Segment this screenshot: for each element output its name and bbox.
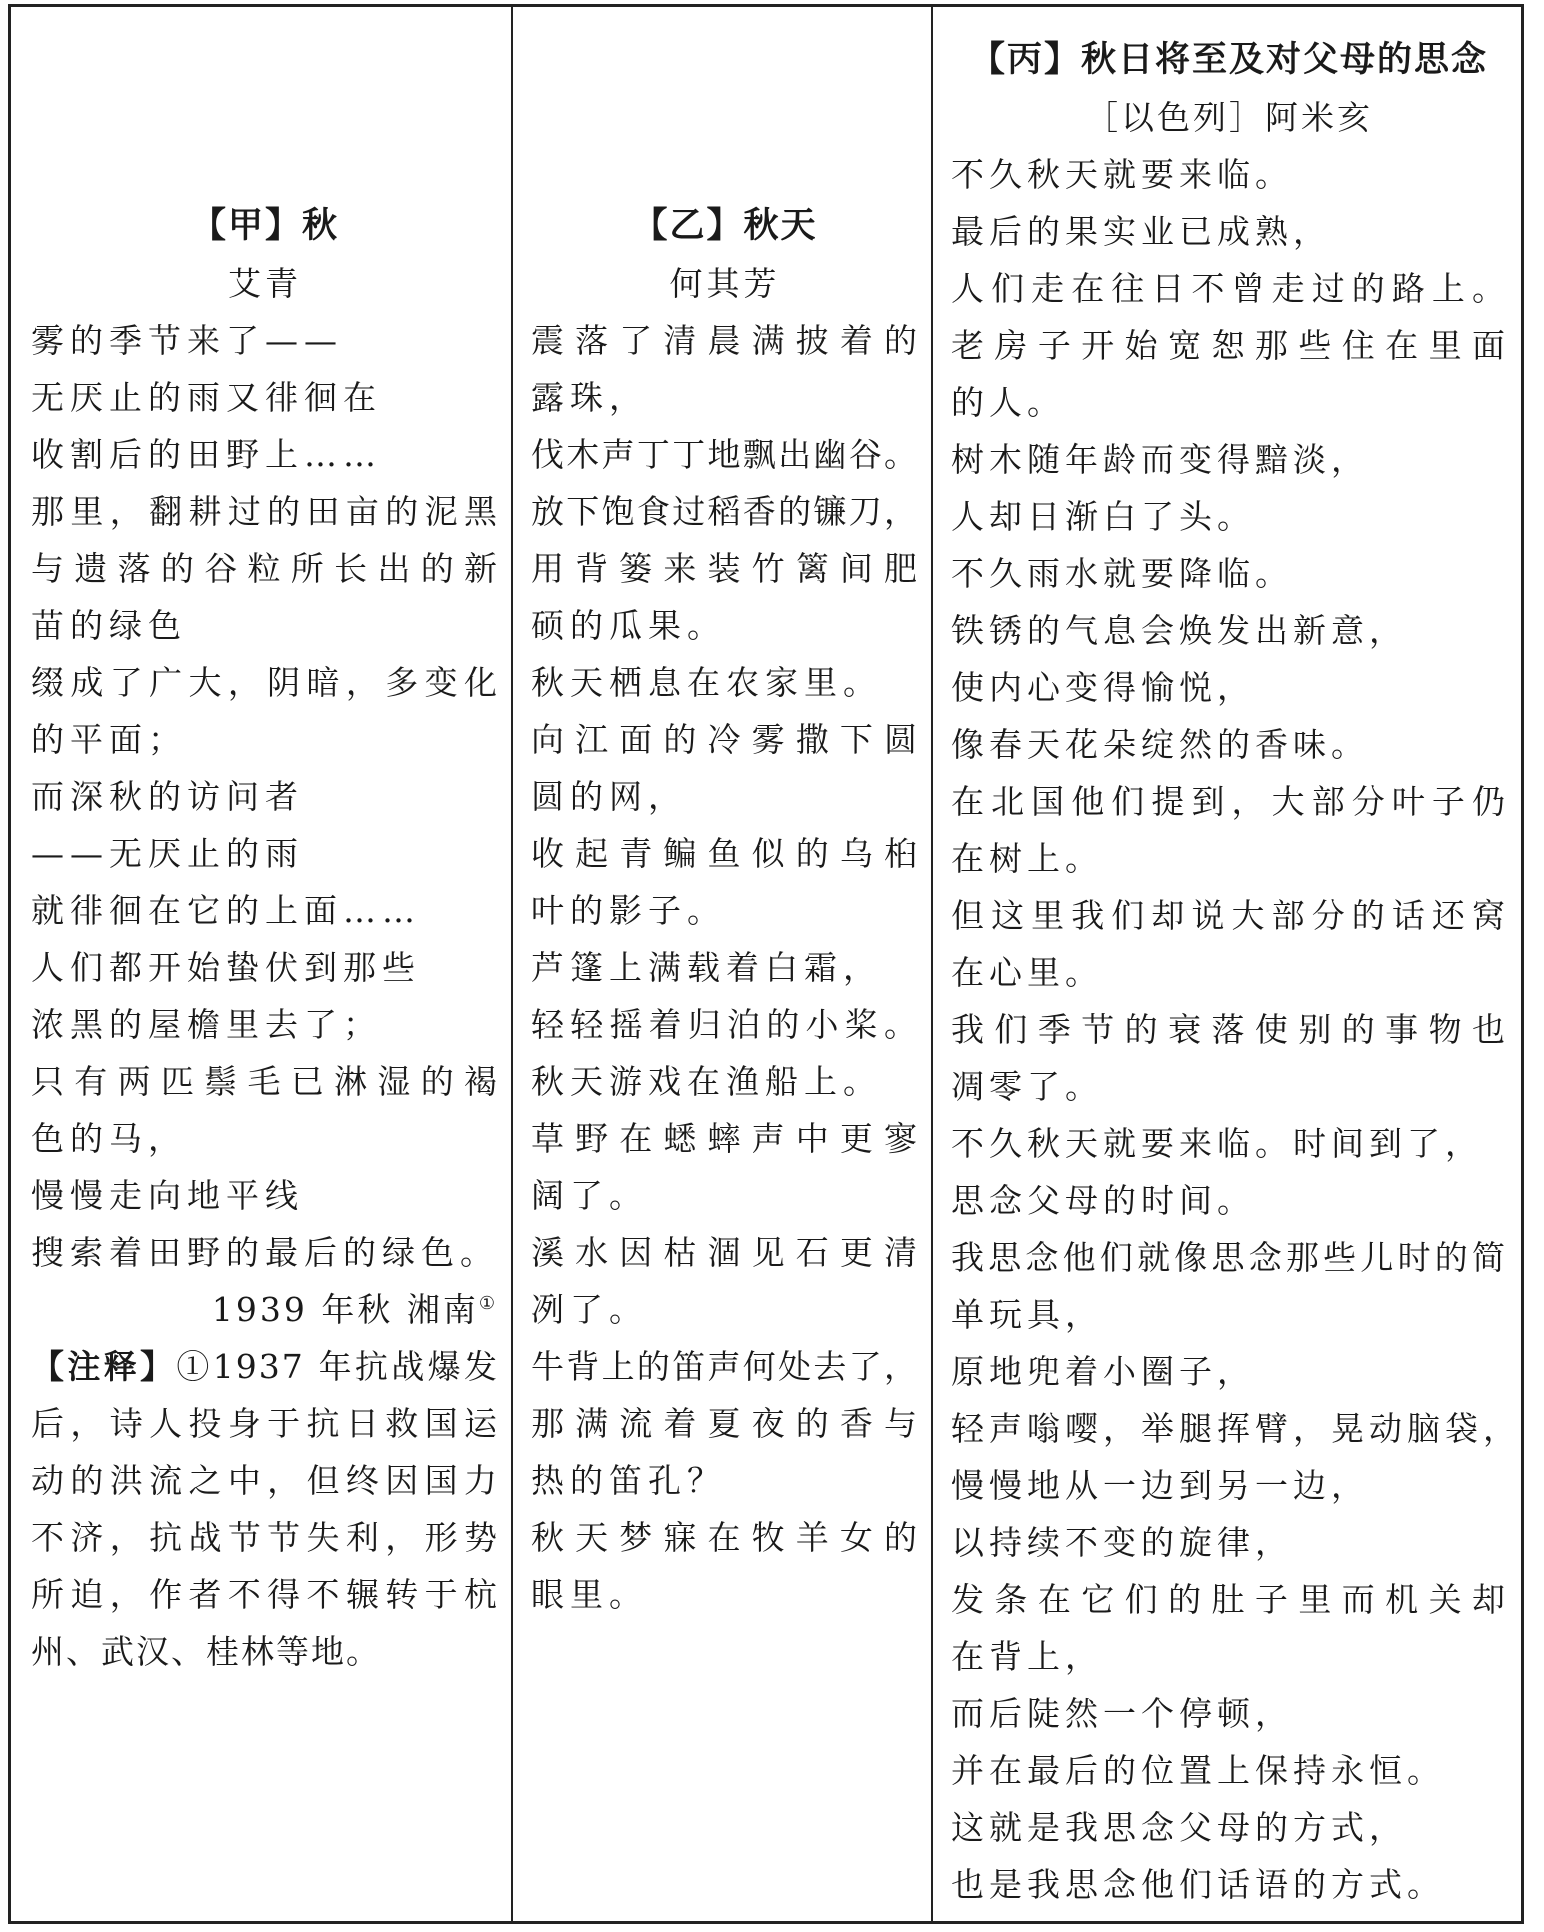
poem-line: 不久雨水就要降临。 <box>951 554 1293 593</box>
poem-line: 轻轻摇着归泊的小桨。 <box>531 1005 919 1044</box>
annotation-line: 所迫，作者不得不辗转于杭 <box>31 1575 499 1614</box>
poem-line: 的平面； <box>31 720 187 759</box>
poem-line: 单玩具， <box>951 1295 1103 1334</box>
poem-a-date <box>31 1281 499 1338</box>
poem-line: 阔了。 <box>531 1176 648 1215</box>
poem-line: 的人。 <box>951 383 1065 422</box>
poem-line: 浓黑的屋檐里去了； <box>31 1005 382 1044</box>
poem-line: 冽了。 <box>531 1290 648 1329</box>
poem-line: 缀成了广大，阴暗，多变化 <box>31 663 499 702</box>
poem-line: 叶的影子。 <box>531 891 726 930</box>
poem-line: 人却日渐白了头。 <box>951 497 1255 536</box>
poem-line: 在北国他们提到，大部分叶子仍 <box>951 782 1507 821</box>
poem-b-author: 何其芳 <box>669 264 781 303</box>
annotation-text: ①1937 年抗战爆发 <box>176 1347 499 1386</box>
poem-line: 芦篷上满载着白霜， <box>531 948 882 987</box>
annotation-line: 州、武汉、桂林等地。 <box>31 1632 381 1671</box>
poem-line: 人们走在往日不曾走过的路上。 <box>951 269 1507 308</box>
poem-line: 色的马， <box>31 1119 187 1158</box>
poem-line: 震落了清晨满披着的 <box>531 321 919 360</box>
footnote-mark: ① <box>478 1293 495 1314</box>
poem-c-title: 【丙】秋日将至及对父母的思念 <box>969 40 1488 80</box>
poem-line: 眼里。 <box>531 1575 648 1614</box>
poem-line: 慢慢地从一边到另一边， <box>951 1466 1369 1505</box>
poem-line: 但这里我们却说大部分的话还窝 <box>951 896 1507 935</box>
poem-line: 我思念他们就像思念那些儿时的简 <box>951 1238 1507 1277</box>
annotation-label: 【注释】 <box>31 1347 177 1386</box>
poem-a-date-text: 1939 年秋 湘南 <box>211 1290 479 1329</box>
poem-line: 凋零了。 <box>951 1067 1103 1106</box>
poem-line: 溪水因枯涸见石更清 <box>531 1233 919 1272</box>
poem-line: 轻声嗡嘤，举腿挥臂，晃动脑袋， <box>951 1409 1521 1448</box>
annotation-line <box>31 1338 499 1395</box>
poem-line: 就徘徊在它的上面…… <box>31 891 421 930</box>
poem-line: 那里，翻耕过的田亩的泥黑 <box>31 492 499 531</box>
poem-line: 露珠， <box>531 378 648 417</box>
poem-line: 最后的果实业已成熟， <box>951 212 1331 251</box>
poem-line: 收割后的田野上…… <box>31 435 382 474</box>
poem-line: 原地兜着小圈子， <box>951 1352 1255 1391</box>
poem-line: 搜索着田野的最后的绿色。 <box>31 1233 499 1272</box>
poem-line: 那满流着夏夜的香与 <box>531 1404 919 1443</box>
poem-line: 老房子开始宽恕那些住在里面 <box>951 326 1507 365</box>
poem-line: 不久秋天就要来临。时间到了， <box>951 1124 1483 1163</box>
poem-line: 发条在它们的肚子里而机关却 <box>951 1580 1507 1619</box>
poem-line: 只有两匹鬃毛已淋湿的褐 <box>31 1062 499 1101</box>
annotation-line: 后，诗人投身于抗日救国运 <box>31 1404 499 1443</box>
poem-line: ——无厌止的雨 <box>31 834 304 873</box>
poem-line: 这就是我思念父母的方式， <box>951 1808 1407 1847</box>
poem-line: 收起青鳊鱼似的乌桕 <box>531 834 919 873</box>
poem-line: 也是我思念他们话语的方式。 <box>951 1865 1445 1904</box>
poem-line: 无厌止的雨又徘徊在 <box>31 378 382 417</box>
poem-line: 思念父母的时间。 <box>951 1181 1255 1220</box>
poem-line: 不久秋天就要来临。 <box>951 155 1293 194</box>
annotation-line: 不济，抗战节节失利，形势 <box>31 1518 499 1557</box>
poem-line: 我们季节的衰落使别的事物也 <box>951 1010 1507 1049</box>
poem-a-column <box>11 7 513 1921</box>
poem-line: 而后陡然一个停顿， <box>951 1694 1293 1733</box>
poem-line: 在心里。 <box>951 953 1103 992</box>
poem-line: 以持续不变的旋律， <box>951 1523 1293 1562</box>
poem-b-title: 【乙】秋天 <box>632 206 818 246</box>
poem-b-column <box>513 7 933 1921</box>
poem-line: 铁锈的气息会焕发出新意， <box>951 611 1407 650</box>
poem-line: 秋天栖息在农家里。 <box>531 663 882 702</box>
poem-line: 草野在蟋蟀声中更寥 <box>531 1119 919 1158</box>
poem-line: 伐木声丁丁地飘出幽谷。 <box>531 435 919 474</box>
poem-line: 使内心变得愉悦， <box>951 668 1255 707</box>
poem-c-author: ［以色列］阿米亥 <box>1085 98 1373 137</box>
poem-a-author: 艾青 <box>228 264 302 303</box>
poem-line: 秋天游戏在渔船上。 <box>531 1062 882 1101</box>
poem-line: 像春天花朵绽然的香味。 <box>951 725 1369 764</box>
poem-line: 与遗落的谷粒所长出的新 <box>31 549 499 588</box>
poem-line: 并在最后的位置上保持永恒。 <box>951 1751 1445 1790</box>
poem-line: 而深秋的访问者 <box>31 777 304 816</box>
poem-line: 用背篓来装竹篱间肥 <box>531 549 919 588</box>
poem-line: 热的笛孔？ <box>531 1461 726 1500</box>
poem-a-title: 【甲】秋 <box>190 206 339 246</box>
poem-line: 牛背上的笛声何处去了， <box>531 1347 919 1386</box>
poem-line: 在树上。 <box>951 839 1103 878</box>
annotation-line: 动的洪流之中，但终因国力 <box>31 1461 499 1500</box>
poem-line: 秋天梦寐在牧羊女的 <box>531 1518 919 1557</box>
poem-line: 雾的季节来了—— <box>31 321 343 360</box>
poem-line: 圆的网， <box>531 777 687 816</box>
poem-line: 硕的瓜果。 <box>531 606 726 645</box>
poem-line: 树木随年龄而变得黯淡， <box>951 440 1369 479</box>
poem-line: 慢慢走向地平线 <box>31 1176 304 1215</box>
poem-line: 向江面的冷雾撒下圆 <box>531 720 919 759</box>
annotation <box>31 1338 499 1680</box>
poem-c-column <box>933 7 1521 1921</box>
poem-line: 在背上， <box>951 1637 1103 1676</box>
poem-line: 放下饱食过稻香的镰刀， <box>531 492 919 531</box>
poem-line: 苗的绿色 <box>31 606 187 645</box>
poem-line: 人们都开始蛰伏到那些 <box>31 948 421 987</box>
poem-table <box>8 4 1524 1924</box>
